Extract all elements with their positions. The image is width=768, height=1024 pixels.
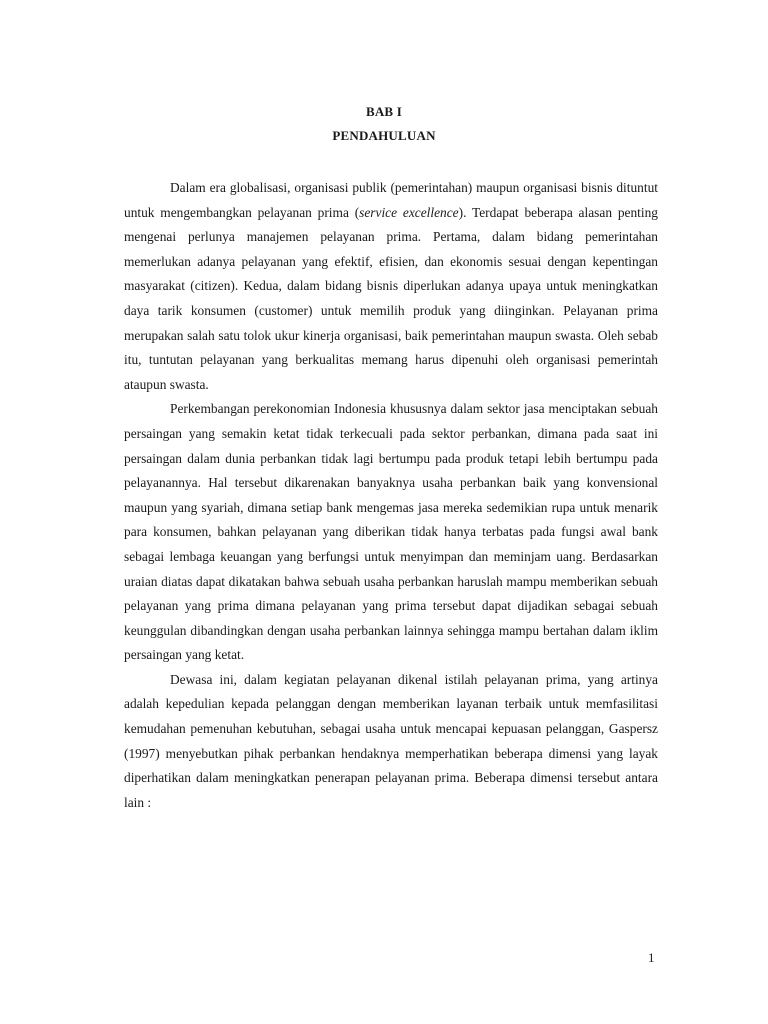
paragraph-1-part-2: ). Terdapat beberapa alasan penting mengenai perlunya manajemen pelayanan prima. Pertama, dalam bidang pemerintahan memerlukan adanya pelayanan yang efektif, efisien, dan ekonomis sesuai dengan kepentingan masyarakat (citizen). Kedua, dalam bidang bisnis diperlukan adanya upaya untuk meningkatkan daya tarik konsumen (customer) untuk memilih produk yang diinginkan. Pelayanan prima merupakan salah satu tolok ukur kinerja organisasi, baik pemerintahan maupun swasta. Oleh sebab itu, tuntutan pelayanan yang berkualitas memang harus dipenuhi oleh organisasi pemerintah ataupun swasta. [124,204,658,392]
page-number: 1 [648,950,655,965]
body-text [124,176,658,815]
paragraph-1 [124,176,658,397]
paragraph-2: Perkembangan perekonomian Indonesia khususnya dalam sektor jasa menciptakan sebuah persaingan yang semakin ketat tidak terkecuali pada sektor perbankan, dimana pada saat ini persaingan dalam dunia perbankan tidak lagi bertumpu pada produk tetapi lebih bertumpu pada pelayanannya. Hal tersebut dikarenakan banyaknya usaha perbankan baik yang konvensional maupun yang syariah, dimana setiap bank mengemas jasa mereka sedemikian rupa untuk menarik para konsumen, bahkan pelayanan yang diberikan tidak hanya terbatas pada fungsi awal bank sebagai lembaga keuangan yang berfungsi untuk menyimpan dan meminjam uang. Berdasarkan uraian diatas dapat dikatakan bahwa sebuah usaha perbankan haruslah mampu memberikan sebuah pelayanan yang prima dimana pelayanan yang prima tersebut dapat dijadikan sebagai sebuah keunggulan dibandingkan dengan usaha perbankan lainnya sehingga mampu bertahan dalam iklim persaingan yang ketat. [124,401,658,663]
chapter-heading: BAB I [365,104,403,119]
paragraph-1-part-1: Dalam era globalisasi, organisasi publik (pemerintahan) maupun organisasi bisnis dituntut untuk mengembangkan pelayanan prima ( [124,180,658,220]
paragraph-3: Dewasa ini, dalam kegiatan pelayanan dikenal istilah pelayanan prima, yang artinya adalah kepedulian kepada pelanggan dengan memberikan layanan terbaik untuk memfasilitasi kemudahan pemenuhan kebutuhan, sebagai usaha untuk mencapai kepuasan pelanggan, Gaspersz (1997) menyebutkan pihak perbankan hendaknya memperhatikan beberapa dimensi yang layak diperhatikan dalam meningkatkan penerapan pelayanan prima. Beberapa dimensi tersebut antara lain : [124,671,658,810]
italic-term: service excellence [359,204,459,220]
chapter-title: PENDAHULUAN [332,128,436,143]
